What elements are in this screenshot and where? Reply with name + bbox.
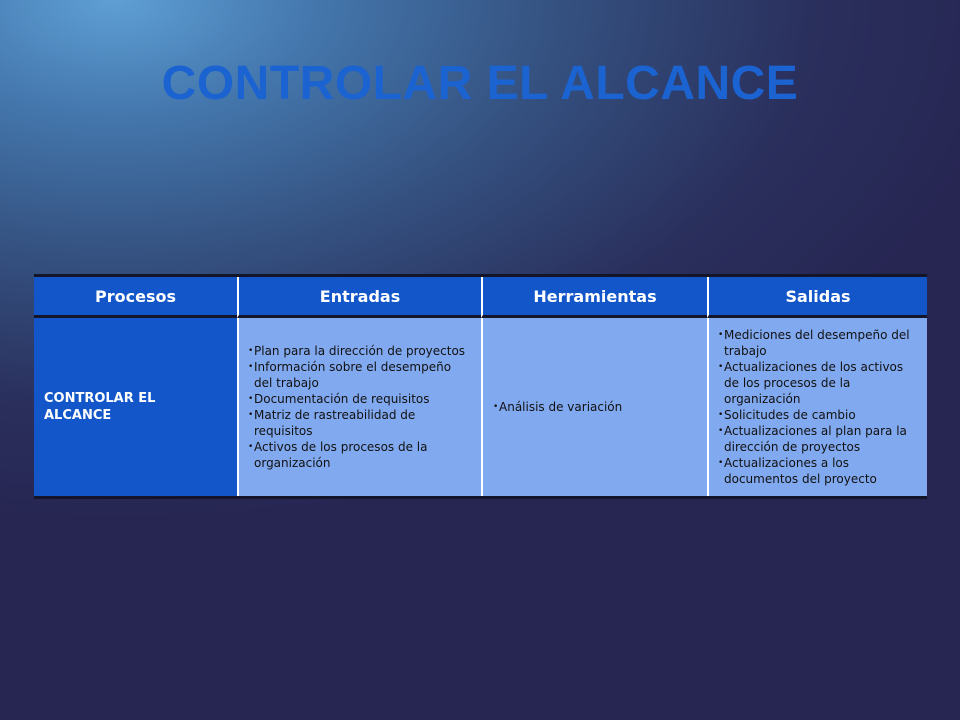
- list-item: • Actualizaciones de los activos de los procesos de la organización: [718, 359, 919, 407]
- table-header-row: [34, 277, 927, 318]
- list-item: • Plan para la dirección de proyectos: [248, 343, 473, 359]
- list-item: • Solicitudes de cambio: [718, 407, 919, 423]
- slide-title: CONTROLAR EL ALCANCE: [161, 57, 799, 110]
- cell-proceso: CONTROLAR EL ALCANCE: [34, 318, 237, 496]
- list-item: • Matriz de rastreabilidad de requisitos: [248, 407, 473, 439]
- process-table: [34, 274, 927, 499]
- herramientas-list: [493, 399, 699, 415]
- list-item: • Actualizaciones al plan para la dirección de proyectos: [718, 423, 919, 455]
- list-item: • Análisis de variación: [493, 399, 699, 415]
- list-item: • Activos de los procesos de la organización: [248, 439, 473, 471]
- salidas-list: [718, 327, 919, 487]
- table-row: [34, 318, 927, 496]
- list-item: • Mediciones del desempeño del trabajo: [718, 327, 919, 359]
- entradas-list: [248, 343, 473, 471]
- header-entradas: Entradas: [237, 277, 481, 318]
- header-procesos: Procesos: [34, 277, 237, 318]
- cell-salidas: [707, 318, 927, 496]
- list-item: • Actualizaciones a los documentos del proyecto: [718, 455, 919, 487]
- list-item: • Documentación de requisitos: [248, 391, 473, 407]
- header-herramientas: Herramientas: [481, 277, 707, 318]
- cell-entradas: [237, 318, 481, 496]
- header-salidas: Salidas: [707, 277, 927, 318]
- cell-herramientas: [481, 318, 707, 496]
- list-item: • Información sobre el desempeño del trabajo: [248, 359, 473, 391]
